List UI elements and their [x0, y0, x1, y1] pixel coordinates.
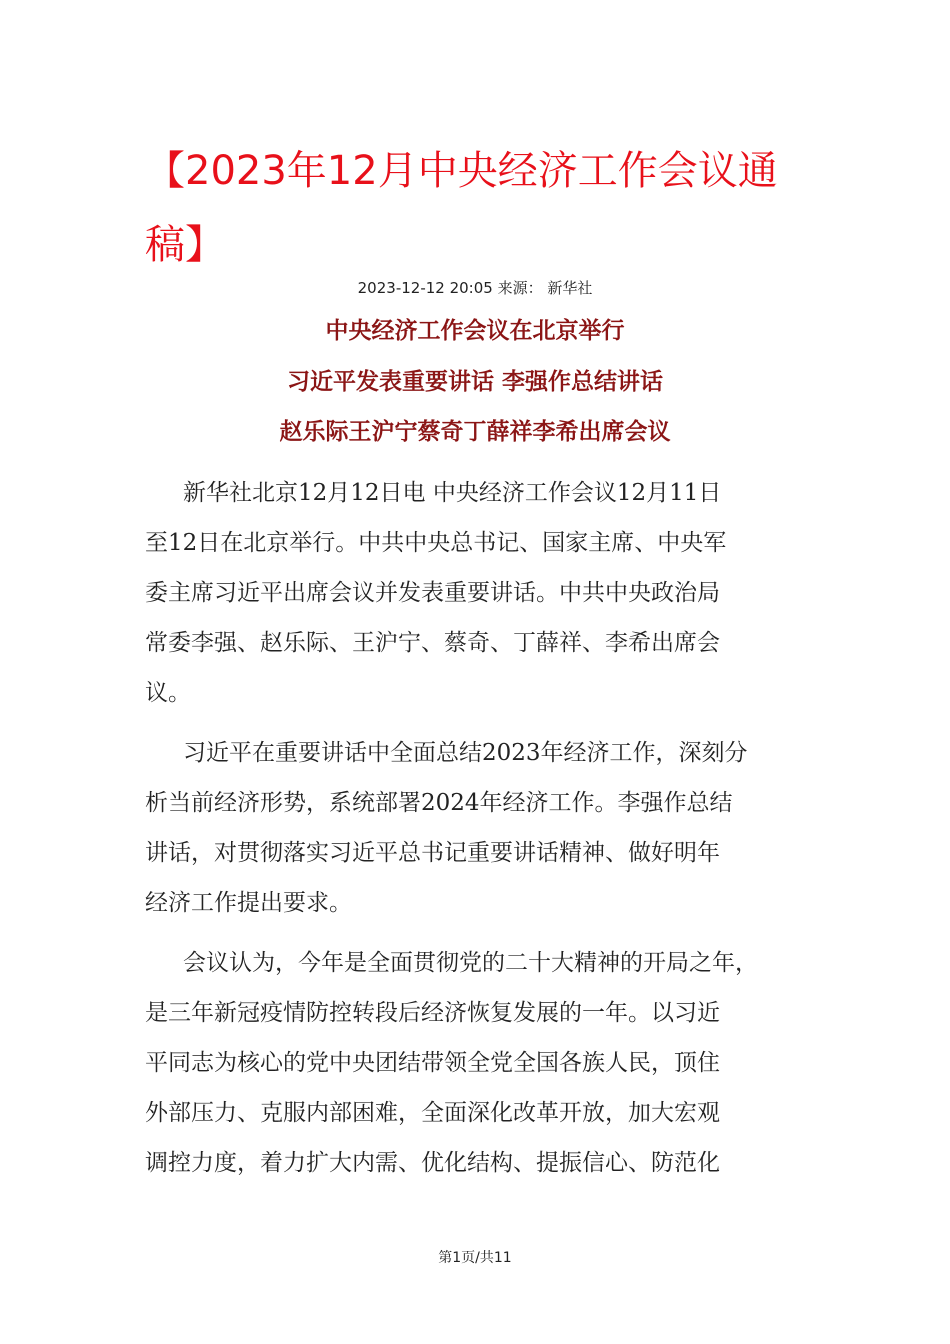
paragraph	[145, 938, 825, 1188]
subtitle: 赵乐际王沪宁蔡奇丁薛祥李希出席会议	[279, 419, 671, 445]
text-line: 平同志为核心的党中央团结带领全党全国各族人民，顶住	[145, 1050, 720, 1076]
text-line: 新华社北京12月12日电 中央经济工作会议12月11日	[183, 480, 722, 506]
title-line: 稿】	[145, 222, 225, 268]
text-line: 会议认为，今年是全面贯彻党的二十大精神的开局之年，	[183, 950, 758, 976]
text-line: 是三年新冠疫情防控转段后经济恢复发展的一年。以习近	[145, 1000, 720, 1026]
publish-meta: 2023-12-12 20:05 来源： 新华社	[357, 279, 593, 297]
text-line: 析当前经济形势，系统部署2024年经济工作。李强作总结	[145, 790, 733, 816]
text-line: 委主席习近平出席会议并发表重要讲话。中共中央政治局	[145, 580, 720, 606]
text-line: 常委李强、赵乐际、王沪宁、蔡奇、丁薛祥、李希出席会	[145, 630, 720, 656]
page-number: 第1页/共11	[438, 1250, 512, 1266]
paragraph	[145, 468, 825, 718]
subtitle: 习近平发表重要讲话 李强作总结讲话	[286, 368, 663, 395]
text-line: 至12日在北京举行。中共中央总书记、国家主席、中央军	[145, 530, 727, 556]
text-line: 外部压力、克服内部困难，全面深化改革开放，加大宏观	[145, 1100, 720, 1126]
subtitle: 中央经济工作会议在北京举行	[325, 318, 625, 344]
text-line: 调控力度，着力扩大内需、优化结构、提振信心、防范化	[145, 1150, 720, 1176]
text-line: 习近平在重要讲话中全面总结2023年经济工作，深刻分	[183, 740, 748, 766]
paragraph	[145, 728, 825, 928]
title-line: 【2023年12月中央经济工作会议通	[145, 148, 778, 194]
text-line: 经济工作提出要求。	[145, 890, 352, 916]
text-line: 议。	[145, 680, 191, 706]
article-body	[145, 468, 825, 1198]
document-title	[145, 134, 825, 282]
subtitles	[0, 306, 950, 458]
text-line: 讲话，对贯彻落实习近平总书记重要讲话精神、做好明年	[145, 840, 720, 866]
